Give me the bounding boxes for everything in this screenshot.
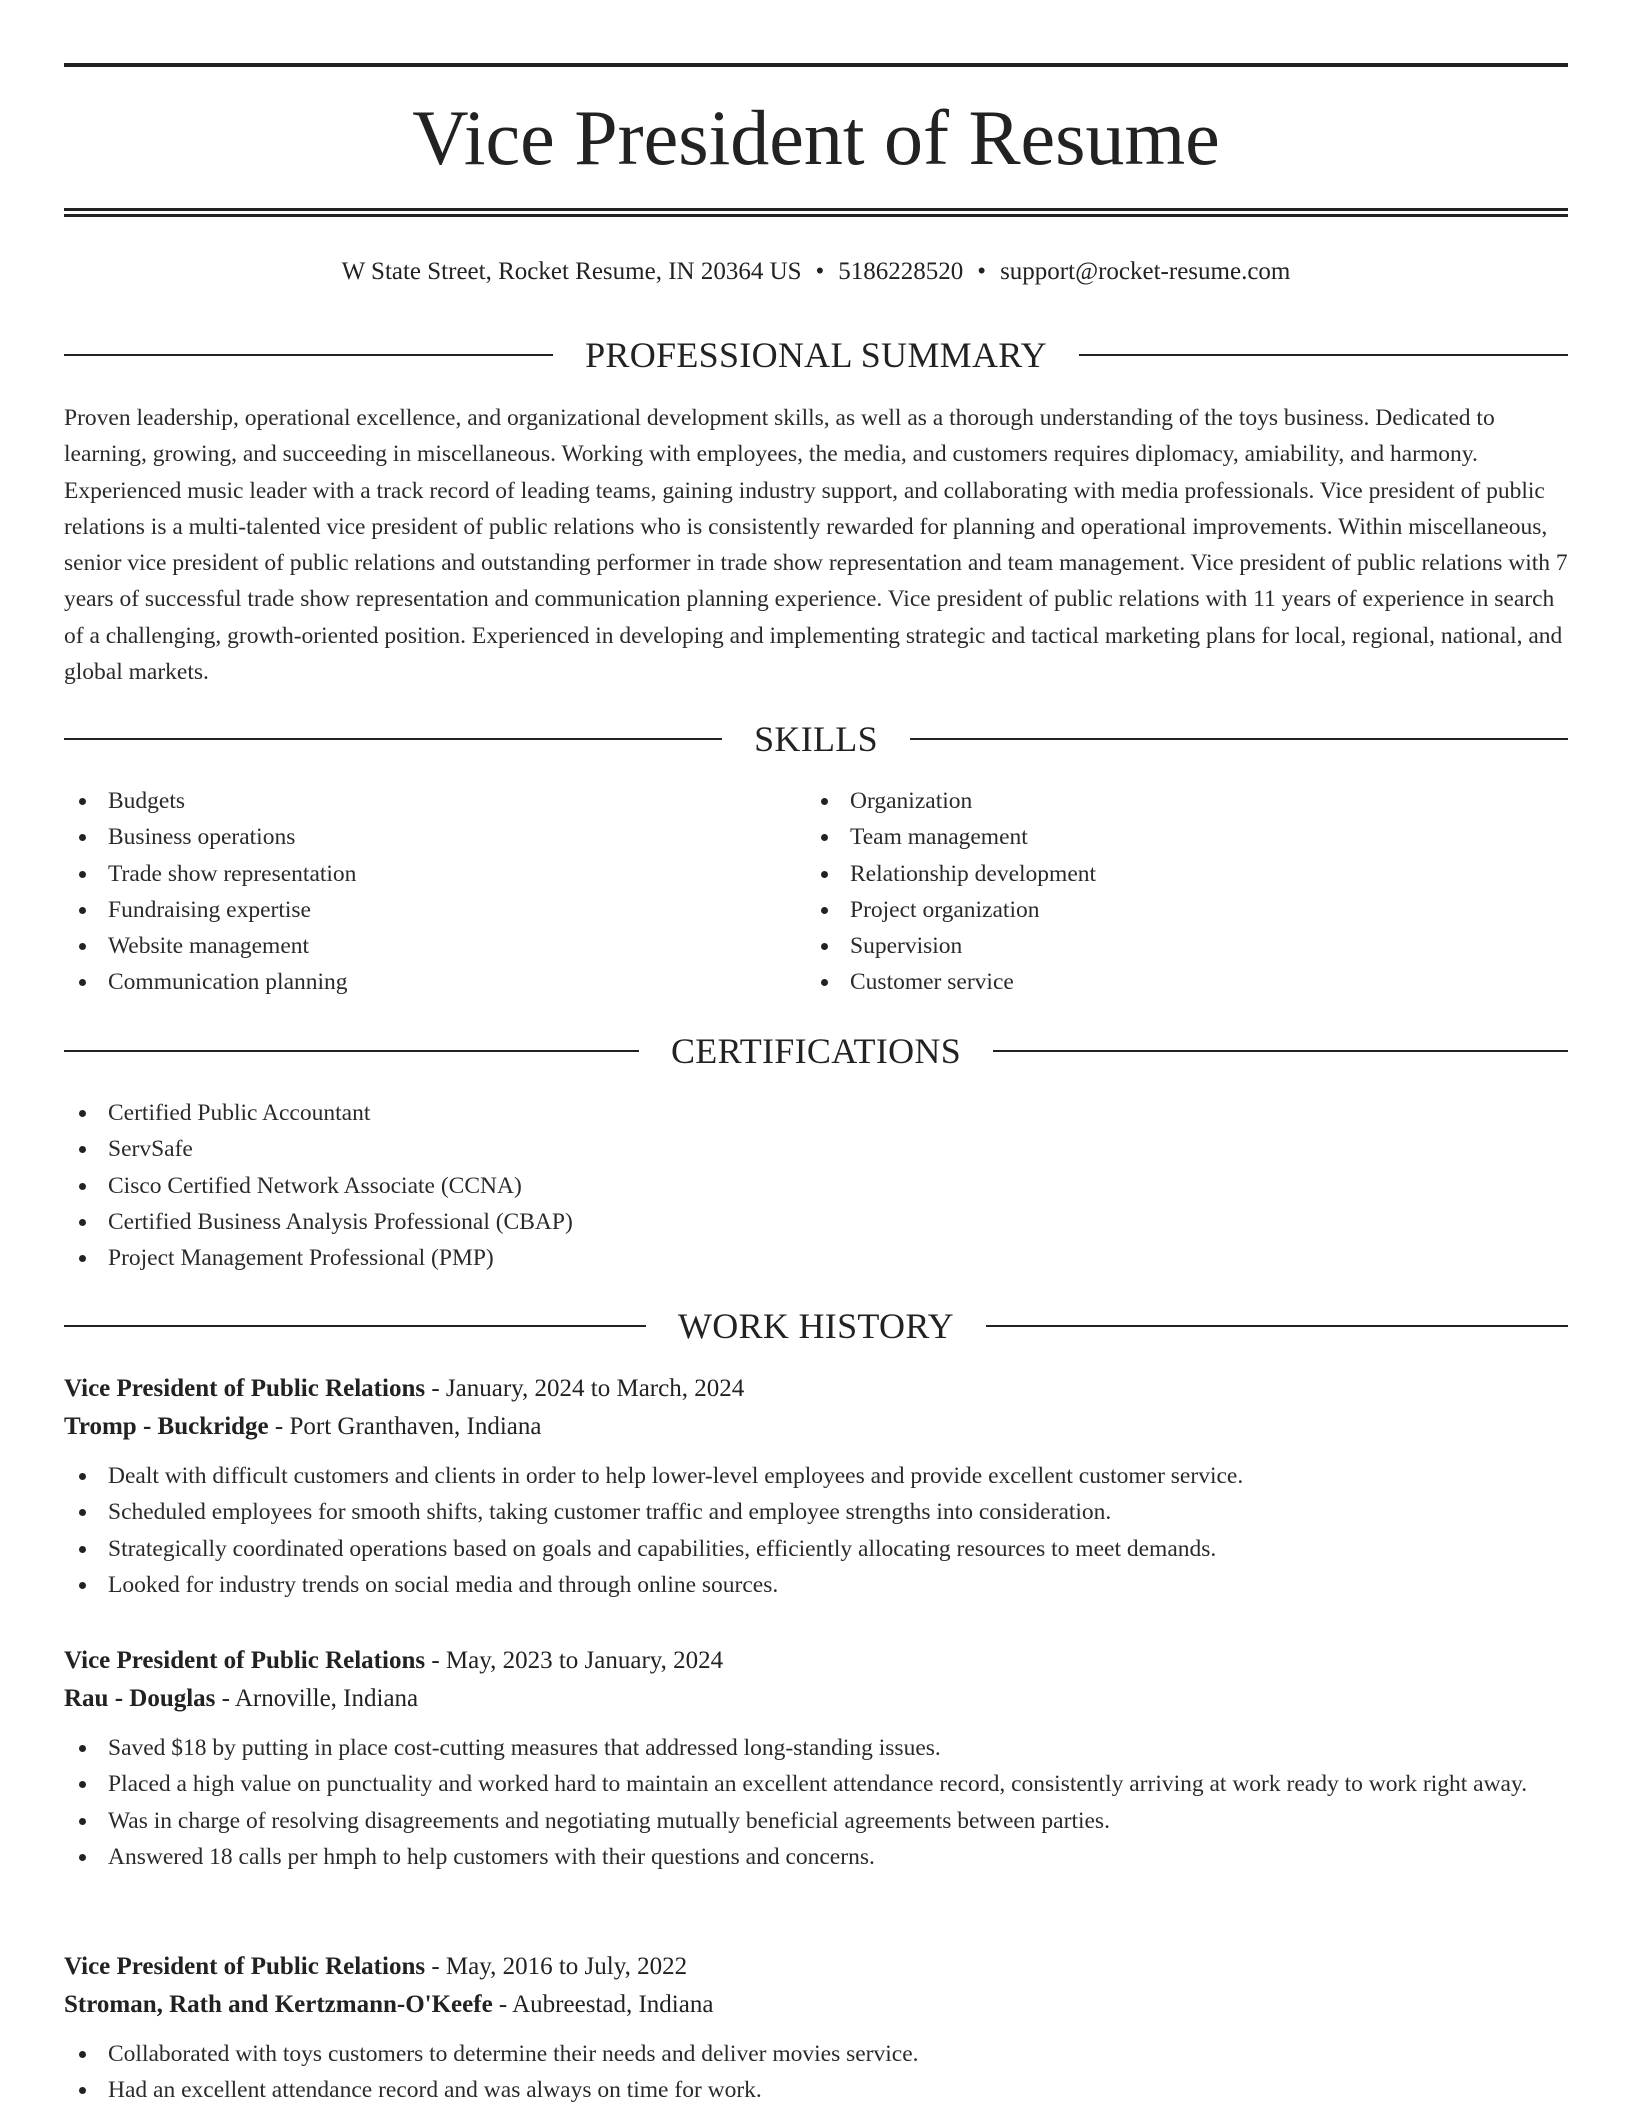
job-company: Tromp - Buckridge [64, 1413, 269, 1440]
skill-item: Relationship development [806, 856, 1548, 892]
job-title-line [64, 1370, 1568, 1408]
work-history-heading [64, 1304, 1568, 1348]
divider-line [986, 1325, 1568, 1327]
contact-separator: • [815, 258, 825, 285]
skill-item: Website management [64, 928, 806, 964]
job-bullet: Strategically coordinated operations based on goals and capabilities, efficiently allocating resources to meet demands. [64, 1531, 1568, 1567]
contact-separator: • [977, 258, 987, 285]
job-company-line [64, 1986, 1568, 2024]
double-rule [64, 208, 1568, 217]
contact-line [64, 255, 1568, 289]
summary-heading [64, 333, 1568, 377]
contact-email: support@rocket-resume.com [1000, 258, 1291, 285]
divider-line [64, 738, 722, 740]
certification-item: Certified Business Analysis Professional (CBAP) [64, 1204, 1568, 1240]
skill-item: Customer service [806, 964, 1548, 1000]
job-bullet: Dealt with difficult customers and clients in order to help lower-level employees and provide excellent customer service. [64, 1458, 1568, 1494]
job-bullet: Looked for industry trends on social media and through online sources. [64, 1567, 1568, 1603]
top-rule [64, 63, 1568, 67]
job-title-line [64, 1642, 1568, 1680]
job-bullet: Placed a high value on punctuality and worked hard to maintain an excellent attendance record, consistently arriving at work ready to work right away. [64, 1766, 1568, 1802]
job-title: Vice President of Public Relations [64, 1375, 426, 1402]
section-title: SKILLS [754, 719, 878, 759]
divider-line [910, 738, 1568, 740]
job-dates: - January, 2024 to March, 2024 [425, 1375, 745, 1402]
contact-phone: 5186228520 [838, 258, 964, 285]
section-title: CERTIFICATIONS [670, 1031, 962, 1071]
job-title-line [64, 1948, 1568, 1986]
skills-heading [64, 717, 1568, 761]
job-company-line [64, 1408, 1568, 1446]
job-entry [64, 1370, 1568, 1603]
skill-item: Fundraising expertise [64, 892, 806, 928]
summary-text: Proven leadership, operational excellence, and organizational development skills, as well as a thorough understanding of the toys business. Dedicated to learning, growing, and succeeding in miscellaneous. Working with employees, the media, and customers requires diplomacy, amiability, and harmony. Experienced music leader with a track record of leading teams, gaining industry support, and collaborating with media professionals. Vice president of public relations is a multi-talented vice president of public relations who is consistently rewarded for planning and operational improvements. Within miscellaneous, senior vice president of public relations and outstanding performer in trade show representation and team management. Vice president of public relations with 7 years of successful trade show representation and communication planning experience. Vice president of public relations with 11 years of experience in search of a challenging, growth-oriented position. Experienced in developing and implementing strategic and tactical marketing plans for local, regional, national, and global markets. [64, 405, 1568, 686]
skill-item: Project organization [806, 892, 1548, 928]
job-location: - Port Granthaven, Indiana [268, 1413, 542, 1440]
section-title: PROFESSIONAL SUMMARY [585, 335, 1047, 375]
skill-item: Organization [806, 783, 1548, 819]
divider-line [64, 1325, 646, 1327]
skill-item: Communication planning [64, 964, 806, 1000]
resume-name: Vice President of Resume [412, 94, 1220, 181]
divider-line [64, 354, 553, 356]
certifications-list [64, 1095, 1568, 1276]
section-title: WORK HISTORY [678, 1306, 954, 1346]
certification-item: Cisco Certified Network Associate (CCNA) [64, 1168, 1568, 1204]
job-bullet: Collaborated with toys customers to determine their needs and deliver movies service. [64, 2036, 1568, 2072]
job-bullet: Was in charge of resolving disagreements and negotiating mutually beneficial agreements between parties. [64, 1803, 1568, 1839]
job-dates: - May, 2016 to July, 2022 [425, 1953, 688, 1980]
divider-line [64, 1050, 639, 1052]
job-dates: - May, 2023 to January, 2024 [425, 1647, 724, 1674]
job-entry [64, 1642, 1568, 1875]
certification-item: Project Management Professional (PMP) [64, 1240, 1568, 1276]
contact-address: W State Street, Rocket Resume, IN 20364 US [341, 258, 802, 285]
certification-item: ServSafe [64, 1131, 1568, 1167]
job-location: - Arnoville, Indiana [215, 1685, 419, 1712]
skill-item: Business operations [64, 819, 806, 855]
job-bullet: Saved $18 by putting in place cost-cutting measures that addressed long-standing issues. [64, 1730, 1568, 1766]
job-bullets [64, 1458, 1568, 1603]
job-entry [64, 1948, 1568, 2109]
skills-columns [64, 783, 1568, 1001]
job-company: Stroman, Rath and Kertzmann-O'Keefe [64, 1991, 493, 2018]
job-bullet: Had an excellent attendance record and was always on time for work. [64, 2072, 1568, 2108]
divider-line [993, 1050, 1568, 1052]
job-bullet: Scheduled employees for smooth shifts, taking customer traffic and employee strengths into consideration. [64, 1494, 1568, 1530]
skill-item: Budgets [64, 783, 806, 819]
job-title: Vice President of Public Relations [64, 1953, 426, 1980]
job-bullet: Answered 18 calls per hmph to help customers with their questions and concerns. [64, 1839, 1568, 1875]
skill-item: Team management [806, 819, 1548, 855]
job-bullets [64, 2036, 1568, 2109]
skill-item: Supervision [806, 928, 1548, 964]
job-company-line [64, 1680, 1568, 1718]
divider-line [1079, 354, 1568, 356]
skills-right-list [806, 783, 1548, 1001]
skills-left-list [64, 783, 806, 1001]
job-title: Vice President of Public Relations [64, 1647, 426, 1674]
job-location: - Aubreestad, Indiana [492, 1991, 714, 2018]
job-bullets [64, 1730, 1568, 1875]
skill-item: Trade show representation [64, 856, 806, 892]
job-company: Rau - Douglas [64, 1685, 216, 1712]
certifications-heading [64, 1029, 1568, 1073]
certification-item: Certified Public Accountant [64, 1095, 1568, 1131]
